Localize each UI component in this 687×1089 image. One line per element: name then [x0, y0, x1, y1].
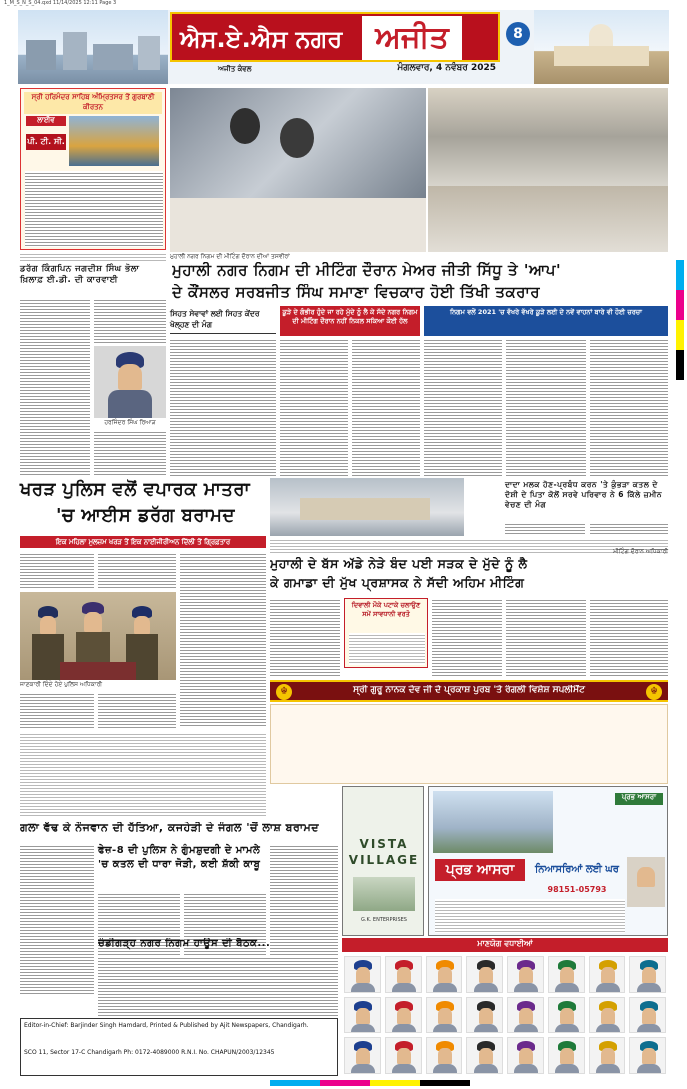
- shoulders-shape: [351, 983, 375, 993]
- diwali-notice-box: [344, 598, 428, 668]
- face-shape: [601, 1008, 615, 1024]
- face-shape: [560, 1008, 574, 1024]
- police-body-col3: [180, 552, 266, 728]
- shoulders-shape: [555, 1064, 579, 1074]
- rehab-building-photo: [433, 791, 553, 853]
- shoulders-shape: [555, 1024, 579, 1034]
- police-body-col1: [20, 552, 94, 590]
- face-shape: [560, 1048, 574, 1064]
- murder-headline: ਗਲਾ ਵੱਢ ਕੇ ਨੌਜਵਾਨ ਦੀ ਹੱਤਿਆ, ਕਜਹੇੜੀ ਦੇ ਜੰਗਲ 'ਚੋਂ ਲਾਸ਼ ਬਰਾਮਦ: [20, 822, 320, 834]
- sub-story-left-headline: ਸਿਹਤ ਸੇਵਾਵਾਂ ਲਈ ਸਿਹਤ ਕੇਂਦਰ ਖੋਲ੍ਹਣ ਦੀ ਮੰਗ: [170, 308, 276, 334]
- ptc-logo: ਪੀ. ਟੀ. ਸੀ.: [26, 134, 66, 150]
- face-shape: [642, 1008, 656, 1024]
- road-story-photo: [270, 478, 464, 536]
- shoulders-shape: [637, 983, 661, 993]
- greeting-portrait: [426, 1037, 463, 1074]
- face-shape: [397, 1008, 411, 1024]
- police-body-col4: [20, 692, 94, 730]
- sub-story-blue-headline: ਨਿਗਮ ਵਲੋਂ 2021 'ਚ ਵੱਖਰੇ ਵੱਖਰੇ ਕੂੜੇ ਲਈ ਦੇ ਨਵੇਂ ਵਾਹਨਾਂ ਬਾਰੇ ਵੀ ਹੋਈ ਚਰਚਾ: [424, 306, 668, 336]
- left-story-photo: [94, 346, 166, 418]
- vista-village-ad: [342, 786, 424, 936]
- left-story-body-b: [94, 298, 166, 344]
- meeting-photo-3: [428, 186, 668, 252]
- page-number-badge: 8: [506, 22, 530, 46]
- right-story-headline-bar: ਦਾਦਾ ਮਲਕ ਹੋਣ-ਪ੍ਰਬੰਧ ਕਰਨ 'ਤੇ ਕੁੰਭੜਾ ਕਤਲ ਦੇ ਦੋਸ਼ੀ ਦੇ ਪਿਤਾ ਕੋਲੋਂ ਸਰਵੇ ਪਰਿਵਾਰ ਨੇ 6 ਕਿੱਲੇ ਜ਼ਮੀਨ ਵੇਚਣ ਦੀ ਮੰਗ: [505, 480, 663, 509]
- police-subhead: ਇਕ ਮਹਿਲਾ ਮੁਲਜ਼ਮ ਖਰੜ ਤੋਂ ਇਕ ਨਾਈਜੀਰੀਅਨ ਦਿੱਲੀ ਤੋਂ ਗ੍ਰਿਫ਼ਤਾਰ: [20, 536, 266, 548]
- greeting-portrait: [344, 956, 381, 993]
- gurpurab-banner: [270, 680, 668, 702]
- right-story-top-col1: [505, 522, 585, 536]
- shoulders-shape: [514, 1024, 538, 1034]
- city-skyline-graphic: [18, 10, 168, 84]
- murder-subhead: ਫੇਜ਼-8 ਦੀ ਪੁਲਿਸ ਨੇ ਗੁੰਮਸ਼ੁਦਗੀ ਦੇ ਮਾਮਲੇ 'ਚ ਕਤਲ ਦੀ ਧਾਰਾ ਜੋੜੀ, ਕਈ ਸ਼ੱਕੀ ਕਾਬੂ: [98, 845, 261, 870]
- greeting-portrait: [629, 997, 666, 1034]
- diwali-notice-title: ਦਿਵਾਲੀ ਮੌਕੇ ਪਟਾਕੇ ਚਲਾਉਣ ਸਮੇਂ ਸਾਵਧਾਨੀ ਵਰਤੋ: [351, 601, 421, 618]
- greeting-portrait: [507, 956, 544, 993]
- issue-date: ਮੰਗਲਵਾਰ, 4 ਨਵੰਬਰ 2025: [397, 63, 496, 73]
- face-shape: [356, 1008, 370, 1024]
- greeting-portrait: [466, 956, 503, 993]
- left-story-body-a: [20, 298, 90, 476]
- face-shape: [479, 1048, 493, 1064]
- vista-footer: G.K. ENTERPRISES: [361, 917, 407, 923]
- greeting-portrait: [629, 956, 666, 993]
- greeting-portrait: [385, 1037, 422, 1074]
- shoulders-shape: [474, 1064, 498, 1074]
- face-shape: [438, 967, 452, 983]
- main-photo-caption: ਮੁਹਾਲੀ ਨਗਰ ਨਿਗਮ ਦੀ ਮੀਟਿੰਗ ਦੌਰਾਨ ਦੀਆਂ ਤਸਵੀਰਾਂ: [170, 253, 290, 260]
- greetings-header: [342, 938, 668, 952]
- main-body-col6: [590, 338, 668, 476]
- greetings-grid: [342, 954, 668, 1076]
- live-kirtan-ad: [20, 88, 166, 250]
- greeting-portrait: [466, 1037, 503, 1074]
- shoulders-shape: [596, 1064, 620, 1074]
- address-line: SCO 11, Sector 17-C Chandigarh Ph: 0172-4089000 R.N.I. No. CHAPUN/2003/12345: [24, 1049, 275, 1056]
- main-body-col3: [352, 338, 420, 476]
- police-photo: [20, 592, 176, 680]
- brand-name: ਅਜੀਤ: [362, 16, 462, 60]
- khanda-icon-right: ☬: [646, 684, 662, 700]
- print-slug: 1_M_S_N_S_04.qxd 11/14/2025 12:11 Page 3: [4, 0, 117, 6]
- right-story-body: [590, 598, 668, 678]
- greeting-portrait: [385, 956, 422, 993]
- main-body-col4: [424, 338, 502, 476]
- registration-bar-right: [676, 260, 684, 380]
- left-story-photo-caption: ਹਰਜਿੰਦਰ ਸਿੰਘ ਰਿਆੜ: [104, 419, 156, 426]
- left-story-headline: ਡਰੱਗ ਕਿੰਗਪਿਨ ਜਗਦੀਸ਼ ਸਿੰਘ ਭੋਲਾ ਖ਼ਿਲਾਫ਼ ਈ.ਡੀ. ਦੀ ਕਾਰਵਾਈ: [20, 264, 140, 285]
- face-shape: [601, 967, 615, 983]
- face-shape: [642, 1048, 656, 1064]
- meeting-photo-2: [428, 88, 668, 186]
- road-body-col1: [270, 598, 340, 678]
- road-body-col4: [506, 598, 586, 678]
- masthead: [18, 10, 669, 84]
- right-story-top-col2: [590, 522, 668, 536]
- murder-body-col1: [20, 844, 94, 994]
- greeting-portrait: [344, 997, 381, 1034]
- greeting-portrait: [344, 1037, 381, 1074]
- greeting-portraits-strip: [270, 704, 668, 784]
- face-shape: [438, 1008, 452, 1024]
- police-headline-line1: ਖਰੜ ਪੁਲਿਸ ਵਲੋਂ ਵਪਾਰਕ ਮਾਤਰਾ: [20, 479, 251, 500]
- face-shape: [397, 967, 411, 983]
- main-headline-line1: ਮੁਹਾਲੀ ਨਗਰ ਨਿਗਮ ਦੀ ਮੀਟਿੰਗ ਦੌਰਾਨ ਮੇਅਰ ਜੀਤੀ ਸਿੱਧੂ ਤੇ 'ਆਪ': [172, 262, 562, 279]
- main-body-col1: [170, 338, 276, 476]
- shoulders-shape: [433, 1024, 457, 1034]
- shoulders-shape: [474, 983, 498, 993]
- shoulders-shape: [637, 1024, 661, 1034]
- rehab-founder-photo: [627, 857, 665, 907]
- rehab-title: ਪ੍ਰਭ ਆਸਰਾ: [435, 859, 525, 881]
- shoulders-shape: [514, 983, 538, 993]
- registration-bar-bottom: [270, 1080, 470, 1086]
- greeting-portrait: [589, 1037, 626, 1074]
- face-shape: [438, 1048, 452, 1064]
- main-headline-line2: ਦੇ ਕੌਂਸਲਰ ਸਰਬਜੀਤ ਸਿੰਘ ਸਮਾਣਾ ਵਿਚਕਾਰ ਹੋਈ ਤਿੱਖੀ ਤਕਰਾਰ: [172, 284, 541, 301]
- police-headline-line2: 'ਚ ਆਈਸ ਡਰੱਗ ਬਰਾਮਦ: [56, 505, 235, 526]
- shoulders-shape: [433, 1064, 457, 1074]
- greetings-title: ਮਾਣਯੋਗ ਵਧਾਈਆਂ: [477, 939, 533, 948]
- temple-graphic: [534, 10, 669, 84]
- left-column-text: [20, 252, 166, 262]
- rehab-details: [435, 899, 625, 933]
- road-headline-line2: ਕੇ ਗਮਾਡਾ ਦੀ ਮੁੱਖ ਪ੍ਰਸ਼ਾਸਕ ਨੇ ਸੱਦੀ ਅਹਿਮ ਮੀਟਿੰਗ: [270, 576, 525, 590]
- shoulders-shape: [433, 983, 457, 993]
- greeting-portrait: [385, 997, 422, 1034]
- sub-story-red-headline: ਕੂੜੇ ਦੇ ਗੰਭੀਰ ਹੁੰਦੇ ਜਾ ਰਹੇ ਮੁੱਦੇ ਨੂੰ ਲੈ ਕੇ ਸੱਦੇ ਨਗਰ ਨਿਗਮ ਦੀ ਮੀਟਿੰਗ ਦੌਰਾਨ ਨਹੀਂ ਨਿਕਲ ਸਕਿਆ ਕੋਈ ਹੱਲ: [280, 306, 420, 336]
- greeting-portrait: [589, 956, 626, 993]
- greeting-portrait: [507, 1037, 544, 1074]
- road-story-photo-caption: ਮੀਟਿੰਗ ਦੌਰਾਨ ਅਧਿਕਾਰੀ: [613, 548, 668, 555]
- road-headline-line1: ਮੁਹਾਲੀ ਦੇ ਬੱਸ ਅੱਡੇ ਨੇੜੇ ਬੰਦ ਪਈ ਸੜਕ ਦੇ ਮੁੱਦੇ ਨੂੰ ਲੈ: [270, 557, 528, 571]
- face-shape: [356, 967, 370, 983]
- road-body-col3: [432, 598, 502, 678]
- greeting-portrait: [426, 997, 463, 1034]
- left-story-body-c: [94, 430, 166, 476]
- greeting-portrait: [548, 997, 585, 1034]
- face-shape: [601, 1048, 615, 1064]
- face-shape: [560, 967, 574, 983]
- masthead-title-bar: [170, 12, 500, 62]
- police-photo-caption: ਜਾਣਕਾਰੀ ਦਿੰਦੇ ਹੋਏ ਪੁਲਿਸ ਅਧਿਕਾਰੀ: [20, 681, 103, 688]
- rehab-phone: 98151-05793: [547, 885, 607, 894]
- greeting-portrait: [548, 956, 585, 993]
- greeting-portrait: [589, 997, 626, 1034]
- chandigarh-body: [98, 956, 338, 1016]
- golden-temple-photo: [69, 116, 159, 166]
- imprint-box: [20, 1018, 338, 1076]
- shoulders-shape: [596, 1024, 620, 1034]
- face-shape: [519, 1048, 533, 1064]
- face-shape: [479, 967, 493, 983]
- main-body-col5: [506, 338, 586, 476]
- face-shape: [397, 1048, 411, 1064]
- chandigarh-headline-visible: ਚੰਡੀਗੜ੍ਹ ਨਗਰ ਨਿਗਮ ਹਾਊਸ ਦੀ ਬੈਠਕ...: [98, 938, 271, 949]
- greeting-portrait: [629, 1037, 666, 1074]
- greeting-portrait: [466, 997, 503, 1034]
- greeting-portrait: [507, 997, 544, 1034]
- vista-title-2: VILLAGE: [348, 853, 420, 867]
- police-body-col2: [98, 552, 176, 590]
- prabh-aasra-ad: [428, 786, 668, 936]
- tagline: ਅਜੀਤ ਕੰਵਲ: [218, 65, 252, 73]
- face-shape: [519, 967, 533, 983]
- greeting-portrait: [426, 956, 463, 993]
- meeting-photo-1: [170, 88, 426, 252]
- rehab-tag: ਪ੍ਰਭ ਆਸਰਾ: [615, 793, 663, 805]
- shoulders-shape: [514, 1064, 538, 1074]
- rehab-subtitle: ਨਿਆਸਰਿਆਂ ਲਈ ਘਰ: [535, 864, 619, 875]
- live-ad-subtitle: ਲਾਈਵ: [26, 116, 66, 126]
- schedule-text: [25, 171, 163, 247]
- shoulders-shape: [392, 1024, 416, 1034]
- shoulders-shape: [392, 1064, 416, 1074]
- shoulders-shape: [596, 983, 620, 993]
- face-shape: [642, 967, 656, 983]
- live-ad-title: ਸ੍ਰੀ ਹਰਿਮੰਦਰ ਸਾਹਿਬ ਅੰਮ੍ਰਿਤਸਰ ਤੋਂ ਗੁਰਬਾਣੀ ਕੀਰਤਨ: [24, 92, 162, 114]
- face-shape: [519, 1008, 533, 1024]
- shoulders-shape: [351, 1024, 375, 1034]
- shoulders-shape: [474, 1024, 498, 1034]
- shoulders-shape: [555, 983, 579, 993]
- face-shape: [356, 1048, 370, 1064]
- shoulders-shape: [637, 1064, 661, 1074]
- gurpurab-banner-text: ਸ੍ਰੀ ਗੁਰੂ ਨਾਨਕ ਦੇਵ ਜੀ ਦੇ ਪ੍ਰਕਾਸ਼ ਪੁਰਬ 'ਤੇ ਰੰਗਲੀ ਵਿਸ਼ੇਸ਼ ਸਪਲੀਮੈਂਟ: [353, 685, 585, 695]
- shoulders-shape: [392, 983, 416, 993]
- greeting-portrait: [548, 1037, 585, 1074]
- main-body-col2: [280, 338, 348, 476]
- shoulders-shape: [351, 1064, 375, 1074]
- vista-house-graphic: [353, 877, 415, 911]
- police-body-col5: [98, 692, 176, 730]
- publisher-line: Editor-in-Chief: Barjinder Singh Hamdard, Printed & Published by Ajit Newspapers, Chandigarh.: [24, 1022, 309, 1029]
- khanda-icon: ☬: [276, 684, 292, 700]
- vista-title-1: VISTA: [359, 837, 409, 851]
- section-title: ਐਸ.ਏ.ਐਸ ਨਗਰ: [180, 25, 343, 53]
- face-shape: [479, 1008, 493, 1024]
- police-body-lower: [20, 732, 266, 818]
